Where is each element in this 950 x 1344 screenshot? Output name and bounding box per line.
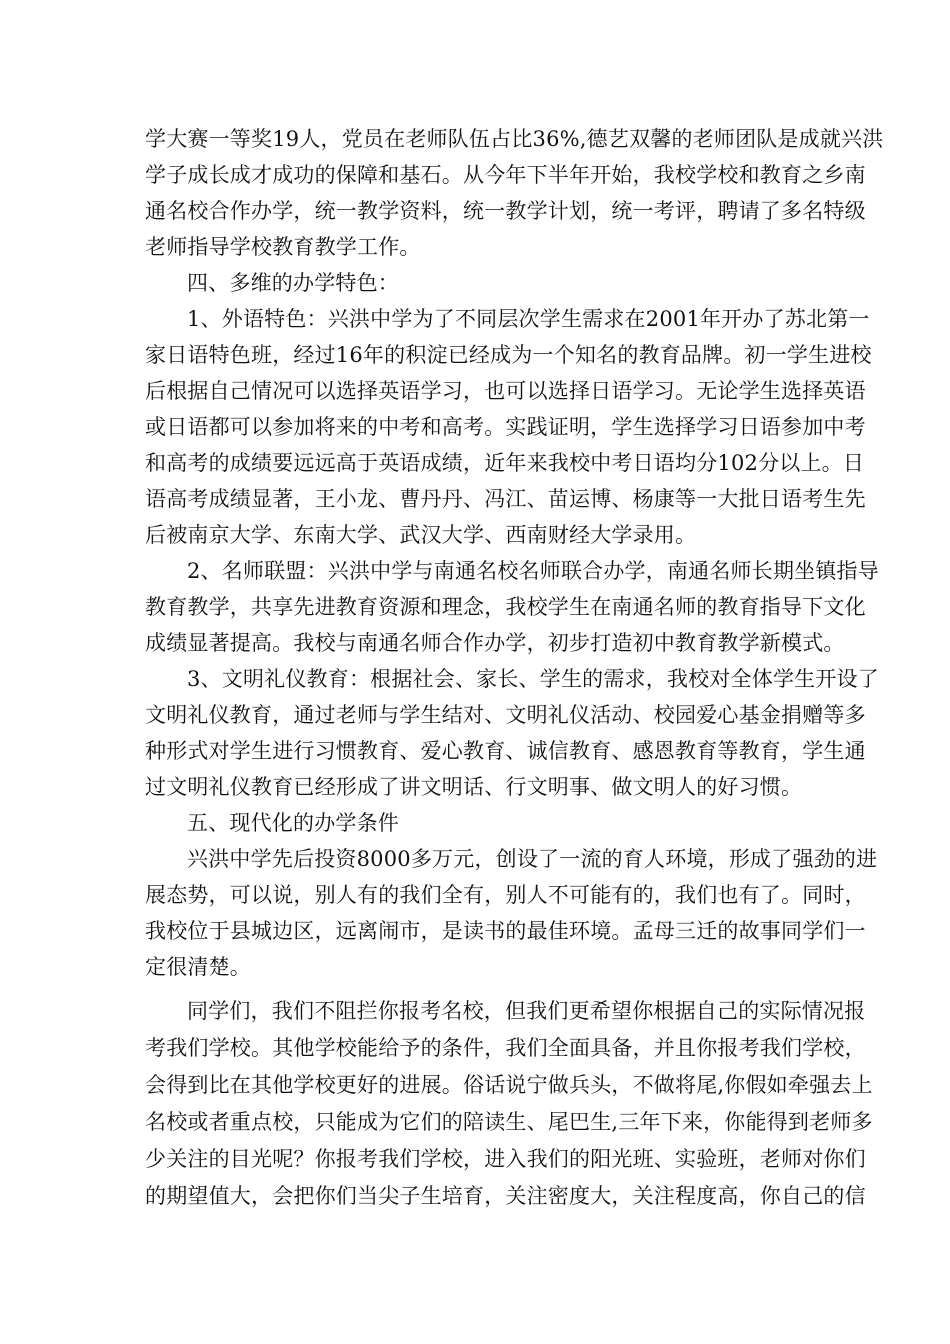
text-line: 成绩显著提高。我校与南通名师合作办学，初步打造初中教育教学新模式。 — [145, 631, 845, 655]
text-line: 的期望值大，会把你们当尖子生培育，关注密度大，关注程度高，你自己的信 — [145, 1184, 866, 1208]
text-line: 会得到比在其他学校更好的进展。俗话说宁做兵头，不做将尾,你假如牵强去上 — [145, 1073, 873, 1097]
text-line: 学大赛一等奖19人，党员在老师队伍占比36%,德艺双馨的老师团队是成就兴洪 — [145, 127, 884, 151]
text-line: 展态势，可以说，别人有的我们全有，别人不可能有的，我们也有了。同时， — [145, 883, 866, 907]
text-line: 定很清楚。 — [145, 955, 251, 979]
text-line: 文明礼仪教育，通过老师与学生结对、文明礼仪活动、校园爱心基金捐赠等多 — [145, 703, 866, 727]
text-line: 和高考的成绩要远远高于英语成绩，近年来我校中考日语均分102分以上。日 — [145, 451, 865, 475]
text-line: 我校位于县城边区，远离闹市，是读书的最佳环境。孟母三迁的故事同学们一 — [145, 919, 866, 943]
section-heading: 五、现代化的办学条件 — [187, 811, 399, 835]
text-line: 老师指导学校教育教学工作。 — [145, 235, 421, 259]
text-line: 家日语特色班，经过16年的积淀已经成为一个知名的教育品牌。初一学生进校 — [145, 343, 872, 367]
text-line: 2、名师联盟：兴洪中学与南通名校名师联合办学，南通名师长期坐镇指导 — [187, 559, 879, 583]
text-line: 或日语都可以参加将来的中考和高考。实践证明，学生选择学习日语参加中考 — [145, 415, 866, 439]
text-line: 教育教学，共享先进教育资源和理念，我校学生在南通名师的教育指导下文化 — [145, 595, 866, 619]
text-line: 1、外语特色：兴洪中学为了不同层次学生需求在2001年开办了苏北第一 — [187, 307, 870, 331]
text-line: 名校或者重点校，只能成为它们的陪读生、尾巴生,三年下来，你能得到老师多 — [145, 1110, 873, 1134]
text-line: 兴洪中学先后投资8000多万元，创设了一流的育人环境，形成了强劲的进 — [187, 847, 878, 871]
text-line: 语高考成绩显著，王小龙、曹丹丹、冯江、苗运博、杨康等一大批日语考生先 — [145, 487, 866, 511]
text-line: 考我们学校。其他学校能给予的条件，我们全面具备，并且你报考我们学校， — [145, 1036, 866, 1060]
text-line: 少关注的目光呢？你报考我们学校，进入我们的阳光班、实验班，老师对你们 — [145, 1147, 866, 1171]
text-line: 后被南京大学、东南大学、武汉大学、西南财经大学录用。 — [145, 523, 697, 547]
text-line: 过文明礼仪教育已经形成了讲文明话、行文明事、做文明人的好习惯。 — [145, 775, 803, 799]
text-line: 同学们，我们不阻拦你报考名校，但我们更希望你根据自己的实际情况报 — [187, 999, 866, 1023]
text-line: 种形式对学生进行习惯教育、爱心教育、诚信教育、感恩教育等教育，学生通 — [145, 739, 866, 763]
section-heading: 四、多维的办学特色： — [187, 271, 399, 295]
text-line: 3、文明礼仪教育：根据社会、家长、学生的需求，我校对全体学生开设了 — [187, 667, 879, 691]
text-line: 后根据自己情况可以选择英语学习，也可以选择日语学习。无论学生选择英语 — [145, 379, 866, 403]
text-line: 学子成长成才成功的保障和基石。从今年下半年开始，我校学校和教育之乡南 — [145, 163, 866, 187]
text-line: 通名校合作办学，统一教学资料，统一教学计划，统一考评，聘请了多名特级 — [145, 199, 866, 223]
